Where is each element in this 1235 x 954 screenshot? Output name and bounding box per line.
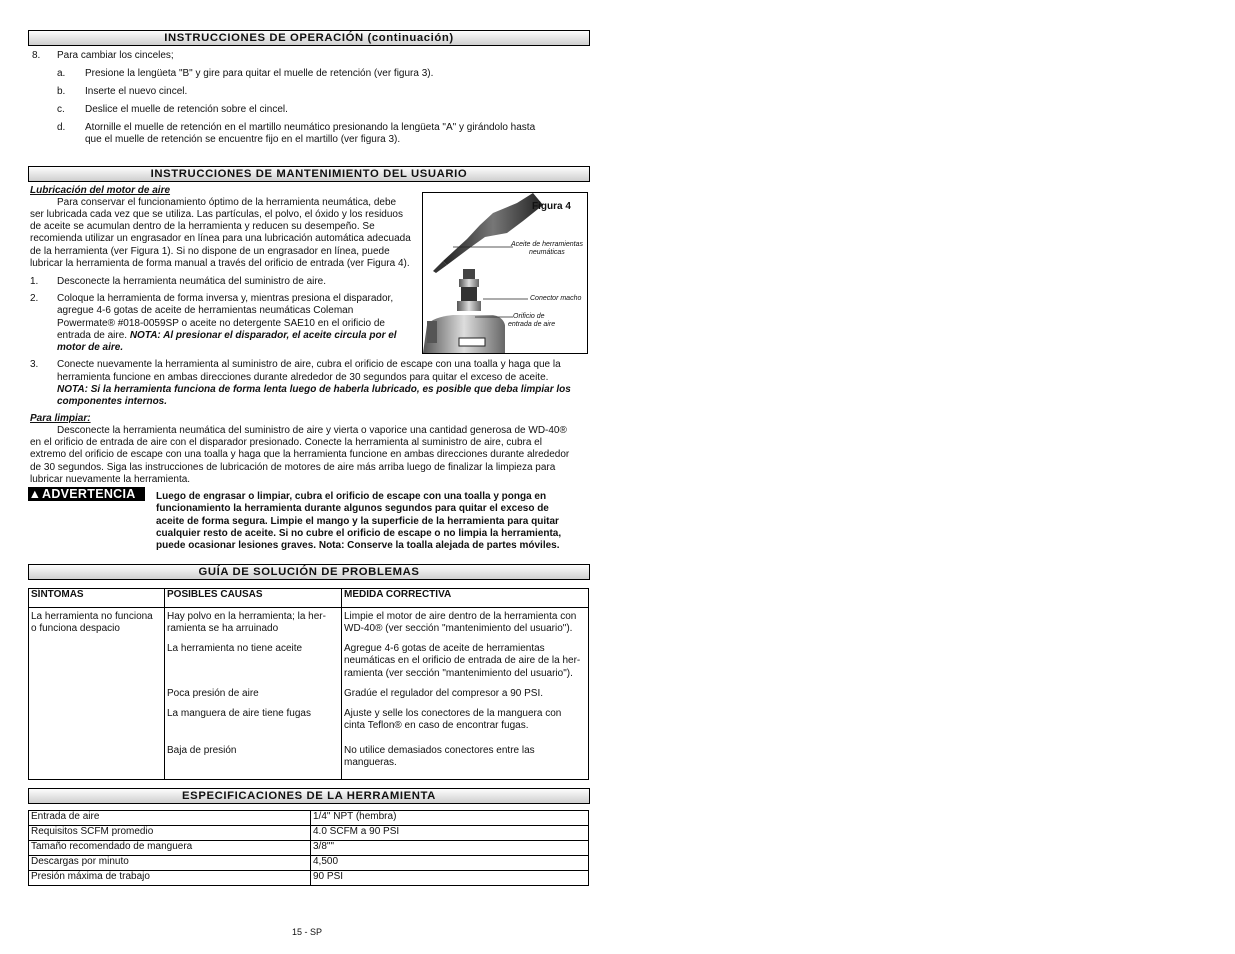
causes-cell	[165, 608, 342, 780]
section-header-mantenimiento: INSTRUCCIONES DE MANTENIMIENTO DEL USUARIO	[28, 166, 590, 182]
substep-text: Deslice el muelle de retención sobre el cincel.	[85, 104, 288, 115]
oil-bottle-illustration	[423, 193, 587, 353]
fix-item	[344, 611, 586, 643]
step-text: Para cambiar los cinceles;	[57, 50, 174, 61]
substep-text-cont: que el muelle de retención se encuentre fijo en el martillo (ver figura 3).	[85, 134, 401, 145]
symptom-cell	[29, 608, 165, 780]
paragraph-line: ser lubricada cada vez que se utiliza. Las partículas, el polvo, el óxido y los residuos	[30, 209, 403, 220]
spec-label: Tamaño recomendado de manguera	[29, 841, 311, 856]
step-number: 3.	[30, 359, 39, 370]
warning-triangle-icon: ▲	[28, 487, 42, 501]
cell-line: Ajuste y selle los conectores de la manguera con	[344, 708, 562, 719]
spec-label: Presión máxima de trabajo	[29, 871, 311, 886]
cell-line: La manguera de aire tiene fugas	[167, 708, 311, 719]
figure-callout: entrada de aire	[508, 321, 556, 328]
figure-callout: Conector macho	[530, 295, 582, 302]
cell-line: Gradúe el regulador del compresor a 90 PSI.	[344, 688, 543, 699]
cell-line: o funciona despacio	[31, 623, 120, 635]
cell-line: La herramienta no tiene aceite	[167, 643, 303, 654]
figure-callout: neumáticas	[529, 249, 565, 256]
figure-callout: Orificio de	[513, 313, 545, 320]
table-row	[29, 871, 589, 886]
cell-line: La herramienta no funciona	[31, 611, 153, 622]
paragraph-line: de aceite se acumulan dentro de la herramienta y reducen su desempeño. Se	[30, 221, 375, 232]
spec-value: 1/4" NPT (hembra)	[311, 811, 589, 826]
step-note: motor de aire.	[57, 342, 124, 353]
specs-table	[28, 810, 589, 886]
substep-letter: c.	[57, 104, 65, 115]
cause-item	[167, 643, 339, 688]
fix-item	[344, 688, 586, 708]
step-text: Coloque la herramienta de forma inversa y, mientras presiona el disparador,	[57, 293, 394, 304]
cell-line: neumáticas en el orificio de entrada de aire de la her-	[344, 655, 581, 667]
step-text: Conecte nuevamente la herramienta al suministro de aire, cubra el orificio de escape con una toalla y haga que la	[57, 359, 561, 370]
step-note: componentes internos.	[57, 396, 168, 407]
paragraph-line: Desconecte la herramienta neumática del suministro de aire y vierta o vaporice una cantidad generosa de WD-40®	[57, 425, 567, 436]
step-note: NOTA: Al presionar el disparador, el aceite circula por el	[129, 330, 397, 341]
warning-text: Luego de engrasar o limpiar, cubra el orificio de escape con una toalla y ponga en	[156, 491, 547, 502]
step-text: Desconecte la herramienta neumática del suministro de aire.	[57, 276, 327, 287]
cell-line: ramienta (ver sección "mantenimiento del usuario").	[344, 667, 573, 679]
warning-text: cualquier resto de aceite. Si no cubre el orificio de escape o no limpia la herramienta,	[156, 528, 562, 539]
substep-letter: a.	[57, 68, 66, 79]
cause-item	[167, 611, 339, 643]
cell-line: mangueras.	[344, 757, 397, 769]
cell-line: ramienta se ha arruinado	[167, 623, 279, 635]
cell-line: Hay polvo en la herramienta; la her-	[167, 611, 326, 622]
table-row	[29, 841, 589, 856]
cell-line: Poca presión de aire	[167, 688, 259, 699]
figure-label: Figura 4	[532, 201, 571, 212]
spec-value: 4,500	[311, 856, 589, 871]
subsection-title: Para limpiar:	[30, 413, 91, 424]
paragraph-line: de 30 segundos. Siga las instrucciones de lubricación de motores de aire más arriba luego de finalizar la limpieza para	[30, 462, 556, 473]
step-text: herramienta funcione en ambas direcciones durante alrededor de 30 segundos para quitar el exceso de aceite.	[57, 372, 549, 383]
spec-value: 3/8""	[311, 841, 589, 856]
paragraph-line: Para conservar el funcionamiento óptimo de la herramienta neumática, debe	[57, 197, 397, 208]
figure-4	[422, 192, 588, 354]
cell-line: WD-40® (ver sección "mantenimiento del usuario").	[344, 623, 573, 635]
column-header: POSIBLES CAUSAS	[165, 589, 342, 608]
table-row	[29, 608, 589, 780]
spec-value: 4.0 SCFM a 90 PSI	[311, 826, 589, 841]
warning-text: funcionamiento la herramienta durante algunos segundos para quitar el exceso de	[156, 503, 549, 514]
substep-letter: d.	[57, 122, 66, 133]
fix-cell	[342, 608, 589, 780]
table-row	[29, 811, 589, 826]
cell-line: Limpie el motor de aire dentro de la herramienta con	[344, 611, 577, 622]
page-number: 15 - SP	[292, 927, 323, 937]
warning-text: aceite de forma segura. Limpie el mango y la superficie de la herramienta para quitar	[156, 516, 559, 527]
paragraph-line: extremo del orificio de escape con una toalla y haga que la herramienta funcione en ambas direcciones durante alrededor	[30, 449, 570, 460]
paragraph-line: lubricar la herramienta de forma manual a través del orificio de entrada (ver Figura 4).	[30, 258, 410, 269]
table-header-row	[29, 589, 589, 608]
step-note: NOTA: Si la herramienta funciona de forma lenta luego de haberla lubricado, es posible que deba limpiar los	[57, 384, 571, 395]
table-row	[29, 826, 589, 841]
cell-line: No utilice demasiados conectores entre las	[344, 745, 535, 756]
spec-label: Descargas por minuto	[29, 856, 311, 871]
substep-text: Presione la lengüeta "B" y gire para quitar el muelle de retención (ver figura 3).	[85, 68, 434, 79]
step-number: 8.	[32, 50, 41, 61]
warning-label: ADVERTENCIA	[42, 487, 136, 501]
cause-item	[167, 688, 339, 708]
fix-item	[344, 708, 586, 745]
step-text-plain: entrada de aire.	[57, 330, 130, 341]
fix-item	[344, 745, 586, 770]
substep-text: Atornille el muelle de retención en el martillo neumático presionando la lengüeta "A" y girándolo hasta	[85, 122, 536, 133]
paragraph-line: de la herramienta (ver Figura 1). Si no dispone de un engrasador en línea, puede	[30, 246, 390, 257]
subsection-title: Lubricación del motor de aire	[30, 185, 171, 196]
paragraph-line: en el orificio de entrada de aire con el disparador presionado. Conecte la herramienta al suministro de aire, cubra el	[30, 437, 542, 448]
troubleshooting-table	[28, 588, 589, 780]
warning-badge	[28, 487, 145, 501]
step-number: 2.	[30, 293, 39, 304]
column-header: SÍNTOMAS	[29, 589, 165, 608]
step-text: agregue 4-6 gotas de aceite de herramientas neumáticas Coleman	[57, 305, 354, 316]
warning-text: puede ocasionar lesiones graves. Nota: Conserve la toalla alejada de partes móviles.	[156, 540, 560, 551]
substep-letter: b.	[57, 86, 66, 97]
step-text	[57, 330, 397, 342]
step-text: Powermate® #018-0059SP o aceite no detergente SAE10 en el orificio de	[57, 318, 385, 329]
table-row	[29, 856, 589, 871]
spec-value: 90 PSI	[311, 871, 589, 886]
section-header-operacion: INSTRUCCIONES DE OPERACIÓN (continuación)	[28, 30, 590, 46]
spec-label: Entrada de aire	[29, 811, 311, 826]
cell-line: Agregue 4-6 gotas de aceite de herramientas	[344, 643, 545, 654]
cell-line: Baja de presión	[167, 745, 237, 756]
paragraph-line: recomienda utilizar un engrasador en línea para una lubricación automática adecuada	[30, 233, 411, 244]
paragraph-line: lubricar nuevamente la herramienta.	[30, 474, 191, 485]
section-header-guia: GUÍA DE SOLUCIÓN DE PROBLEMAS	[28, 564, 590, 580]
cause-item	[167, 745, 339, 757]
figure-callout: Aceite de herramientas	[511, 241, 583, 248]
fix-item	[344, 643, 586, 688]
spec-label: Requisitos SCFM promedio	[29, 826, 311, 841]
column-header: MEDIDA CORRECTIVA	[342, 589, 589, 608]
substep-text: Inserte el nuevo cincel.	[85, 86, 188, 97]
step-number: 1.	[30, 276, 39, 287]
section-header-especificaciones: ESPECIFICACIONES DE LA HERRAMIENTA	[28, 788, 590, 804]
cause-item	[167, 708, 339, 745]
cell-line: cinta Teflon® en caso de encontrar fugas.	[344, 720, 529, 732]
